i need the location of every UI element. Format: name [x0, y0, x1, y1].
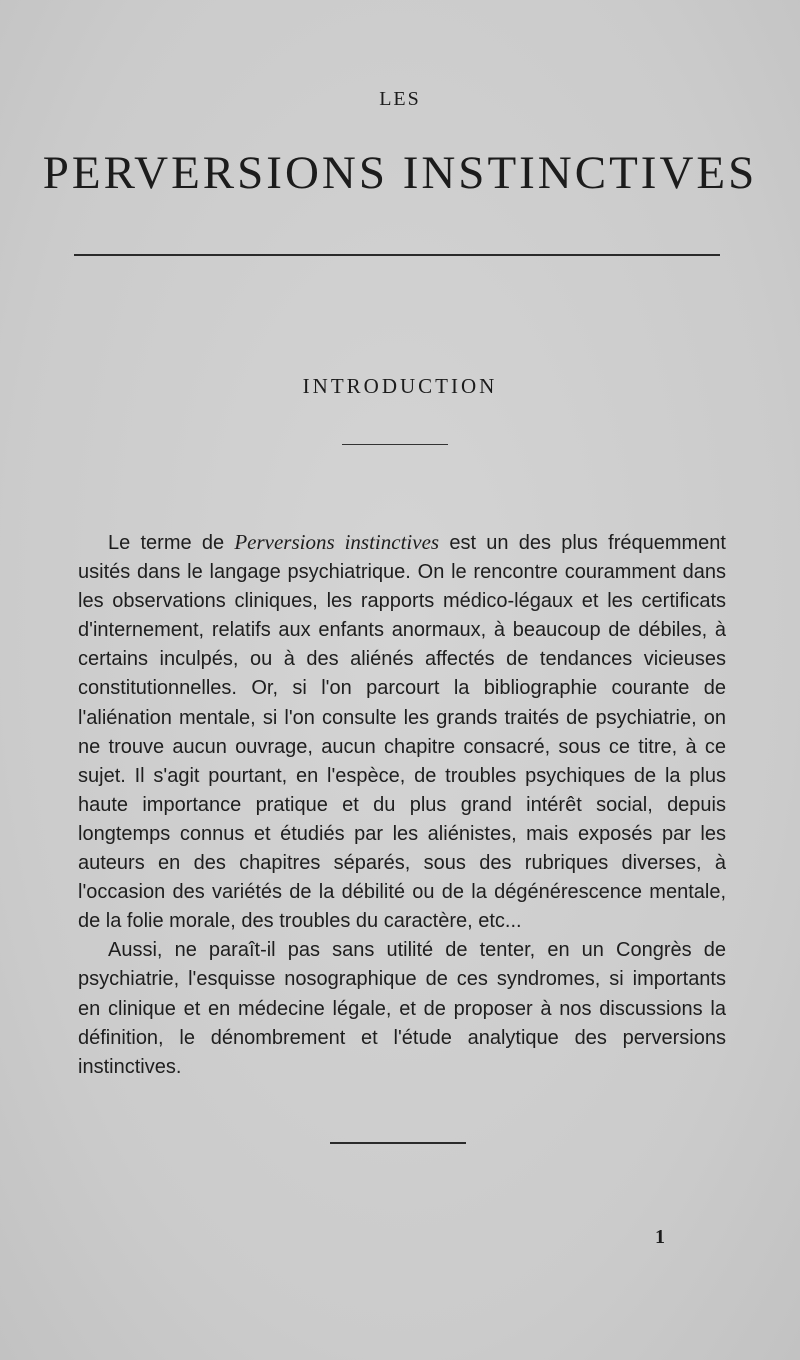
section-heading: INTRODUCTION: [302, 374, 498, 398]
paragraph-1: [78, 528, 726, 936]
paragraph-2: Aussi, ne paraît-il pas sans utilité de tenter, en un Congrès de psychiatrie, l'esquisse nosographique de ces syndromes, si importants en clinique et en médecine légale, et de proposer à nos discussions la définition, le dénombrement et l'étude analytique des perversions instinctives.: [78, 939, 726, 1078]
body-text: [78, 528, 726, 1082]
title-divider: [74, 254, 720, 256]
paragraph-1-lead: Le terme de: [108, 532, 235, 554]
end-divider: [330, 1142, 466, 1144]
title-prefix: LES: [379, 88, 421, 110]
book-title: PERVERSIONS INSTINCTIVES: [42, 147, 758, 199]
paragraph-1-italic-term: Perversions instinctives: [234, 530, 440, 554]
paragraph-1-rest: est un des plus fréquemment usités dans le langage psychiatrique. On le rencontre couramment dans les observations cliniques, les rapports médico-légaux et les certificats d'internement, relatifs aux enfants anormaux, à beaucoup de débiles, à certains inculpés, ou à des aliénés affectés de tendances vicieuses constitutionnelles. Or, si l'on parcourt la bibliographie courante de l'aliénation mentale, si l'on consulte les grands traités de psychiatrie, on ne trouve aucun ouvrage, aucun chapitre consacré, sous ce titre, à ce sujet. Il s'agit pourtant, en l'espèce, de troubles psychiques de la plus haute importance pratique et du plus grand intérêt social, depuis longtemps connus et étudiés par les aliénistes, mais exposés par les auteurs en des chapitres séparés, sous des rubriques diverses, à l'occasion des variétés de la débilité ou de la dégénérescence mentale, de la folie morale, des troubles du caractère, etc...: [78, 532, 726, 933]
page-number: 1: [655, 1226, 665, 1248]
heading-divider: [342, 444, 448, 445]
